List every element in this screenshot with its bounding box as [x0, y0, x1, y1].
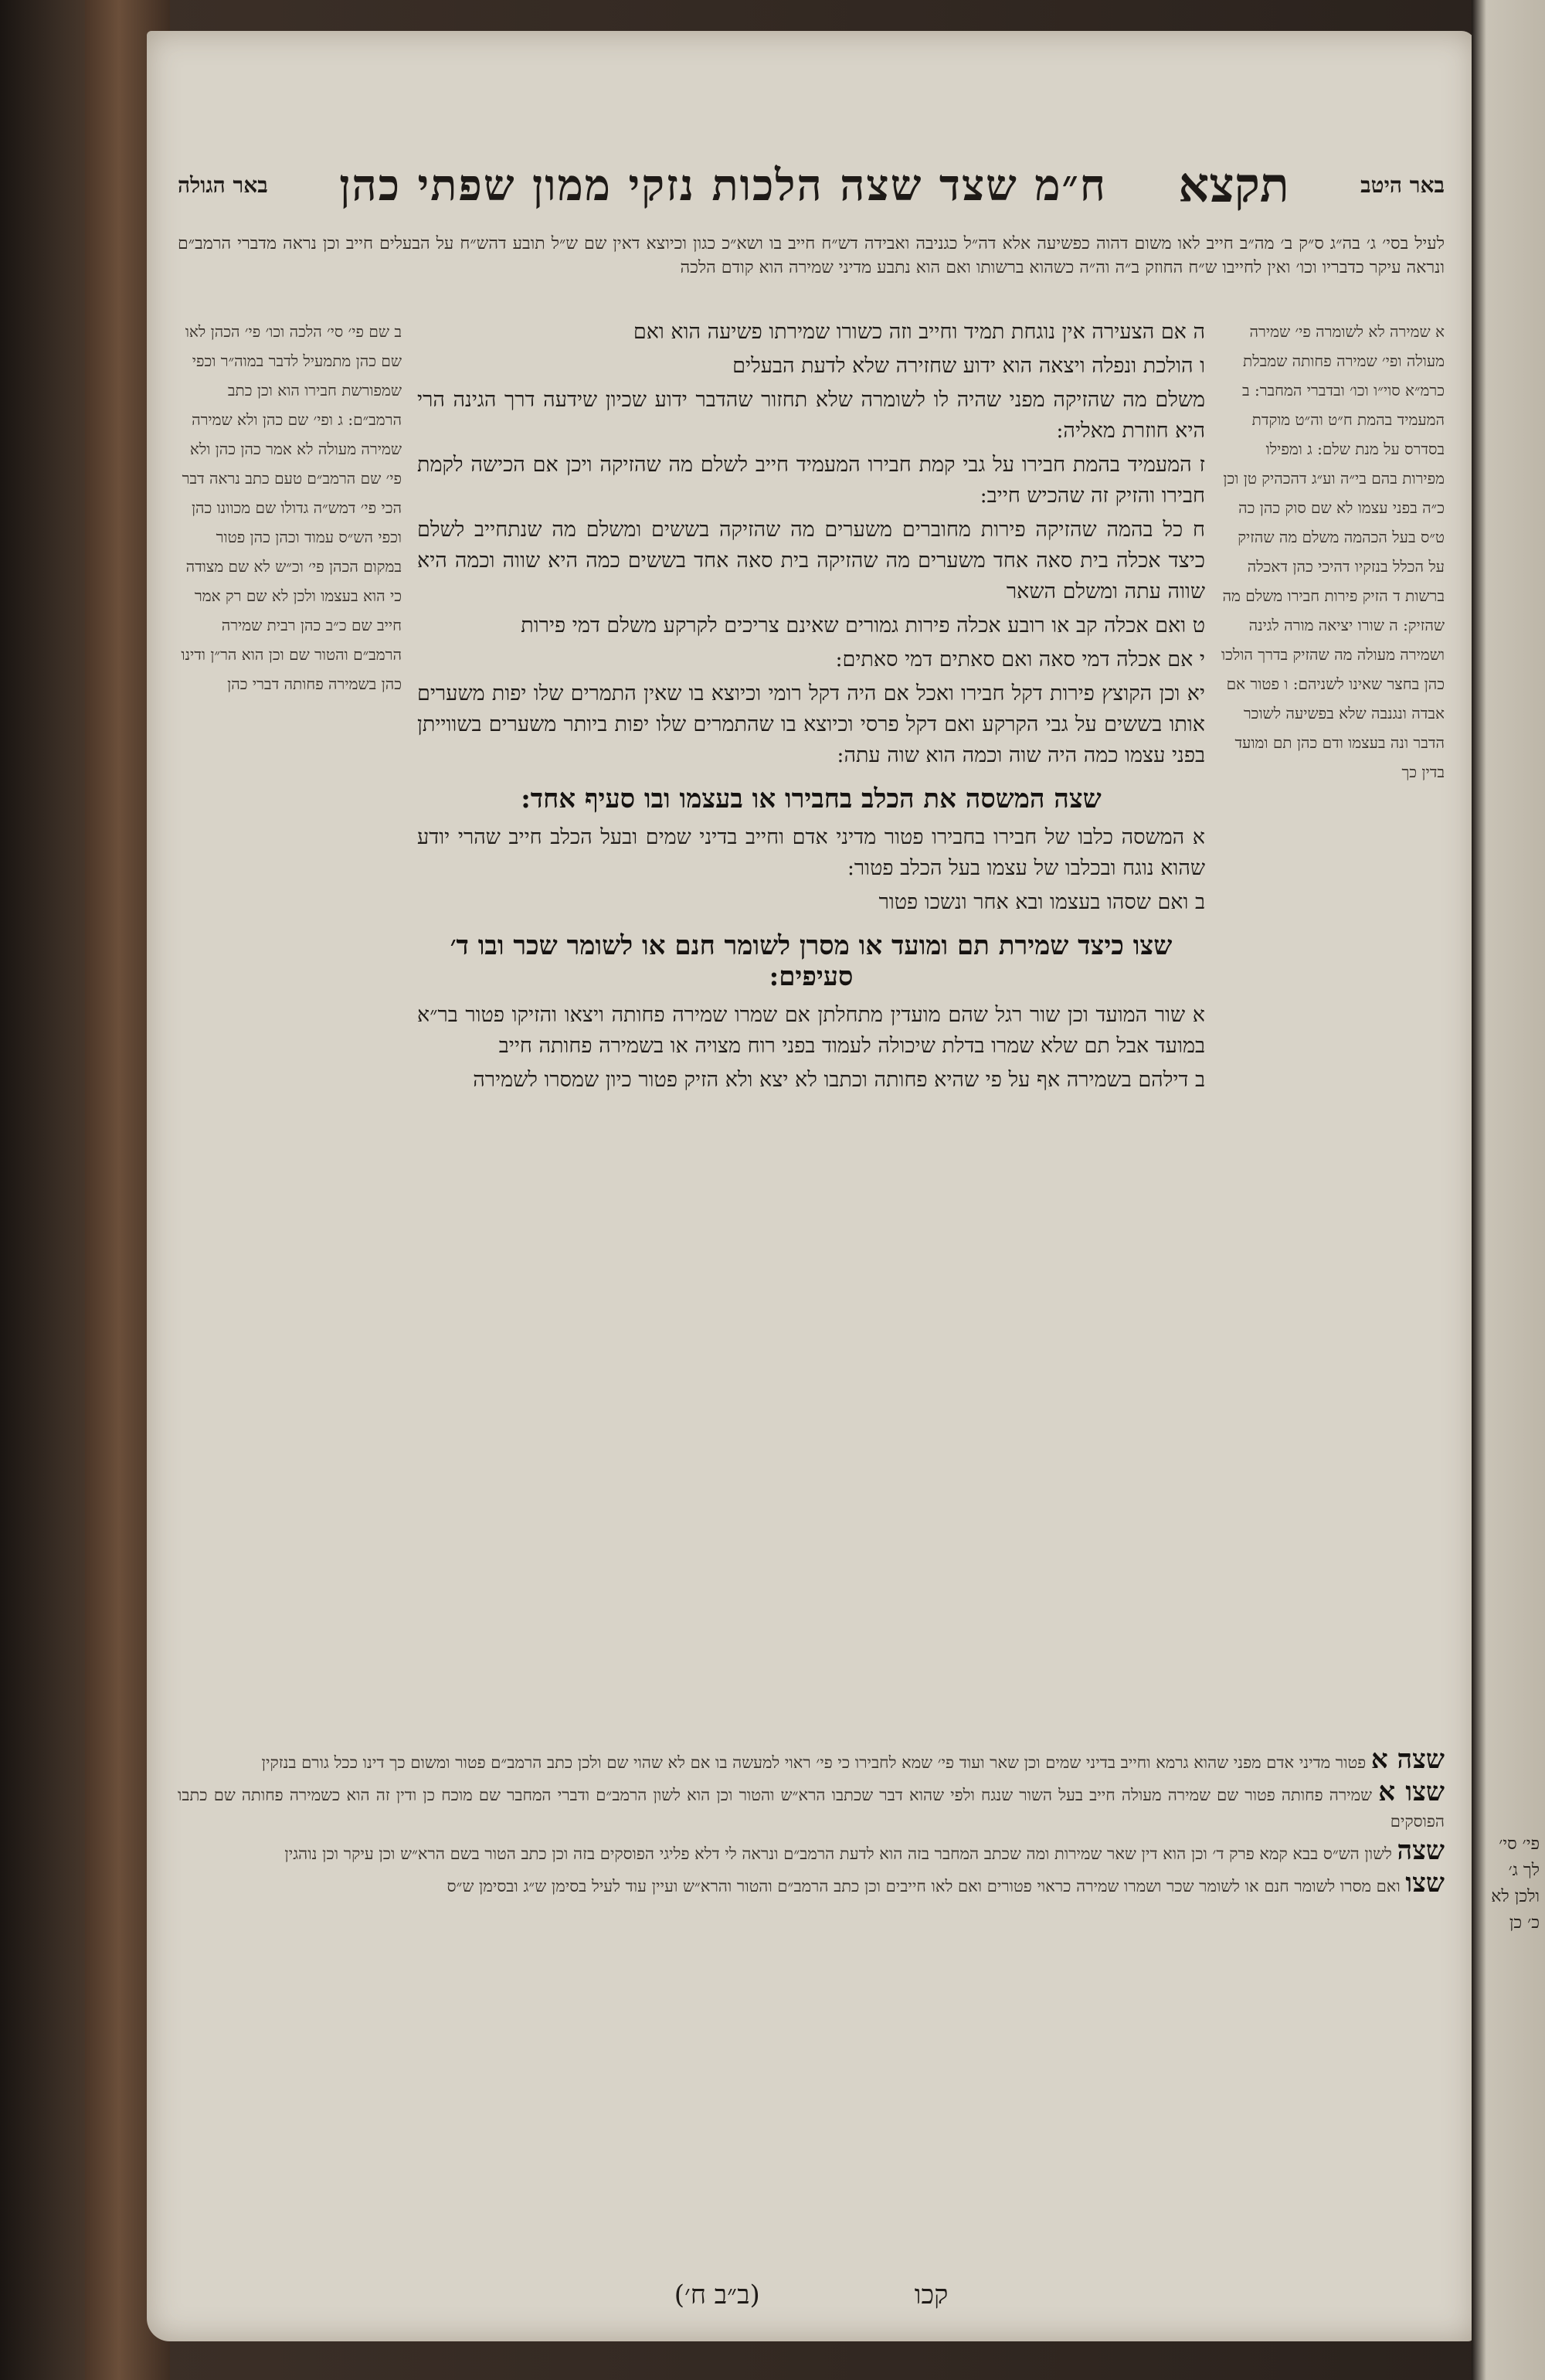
header-folio: תקצא: [1178, 157, 1289, 213]
next-page-edge: [1472, 0, 1545, 2380]
footer-signature-mark: (ב״ב ח׳): [674, 2280, 760, 2310]
main-line: י אם אכלה דמי סאה ואם סאתים דמי סאתים:: [835, 648, 1205, 672]
header-main-title: ח״מ שצד שצה הלכות נזקי ממון שפתי כהן: [339, 160, 1107, 211]
bottom-paragraph: [178, 1746, 1445, 1776]
main-line: ב ואם שסהו בעצמו ובא אחר ונשכו פטור: [878, 890, 1205, 914]
bottom-text: ואם מסרו לשומר חנם או לשומר שכר ושמרו שמירה כראוי פטורים ואם לאו חייבים וכן כתב הרמב״ם והטור והרא״ש ועיין עוד לעיל בסימן ש״ג ובסימן ש״ס: [447, 1877, 1401, 1896]
bottom-section-label: שצה א: [1370, 1746, 1445, 1775]
main-line: ח כל בהמה שהזיקה פירות מחוברים משערים מה שהזיקה בששים ומשלם מה שנתחייב לשלם כיצד אכלה בית סאה אחד משערים מה שהזיקה בית סאה אחד בששים כמה היא שווה וכמה היא שווה עתה ומשלם השאר: [417, 518, 1205, 604]
page-header: [178, 151, 1445, 220]
main-line: יא וכן הקוצץ פירות דקל חבירו ואכל אם היה דקל רומי וכיוצא בו שאין התמרים שלו יפות משערים אותו בששים על גבי הקרקע ואם דקל פרסי וכיוצא בו שהתמרים שלו יפות ביותר משערים בשווייתן בפני עצמו כמה היה שוה וכמה הוא שוה עתה:: [417, 682, 1205, 767]
right-commentary-column: א שמירה לא לשומרה פי׳ שמירה מעולה ופי׳ שמירה פחותה שמבלת כרמ״א סוי״ו וכו׳ ובדברי המחבר: ב המעמיד בהמת ח״ט וה״ט מוקדת בסדרס על מנת שלם: ג ומפילו מפירות בהם בי״ה וע״ג דהכהיק טן וכן כ״ה בפני עצמו לא שם סוק כהן כה ט״ס בעל הכהמה משלם מה שהזיק על הכלל בנזקיו דהיכי כהן דאכלה ברשות ד הזיק פירות חבירו משלם מה שהזיק: ה שורו יציאה מורה לגינה ושמירה מעולה מה שהזיק בדרך הולכו כהן בחצר שאינו לשניהם: ו פטור אם אבדה ונגנבה שלא בפשיעה לשוכר הדבר ונה בעצמו ודם כהן תם ומועד בדין כך: [1221, 322, 1445, 781]
main-line: א המשסה כלבו של חבירו בחבירו פטור מדיני אדם וחייב בדיני שמים ובעל הכלב חייב שהרי יודע שהוא נוגח ובכלבו של עצמו בעל הכלב פטור:: [417, 825, 1205, 880]
left-commentary-column: ב שם פי׳ סי׳ הלכה וכו׳ פי׳ הכהן לאו שם כהן מתמעיל לדבר במוה״ר וכפי שמפורשת חבירו הוא וכן כתב הרמב״ם: ג ופי׳ שם כהן ולא שמירה שמירה מעולה לא אמר כהן כהן ולא פי׳ שם הרמב״ם טעם כתב נראה דבר הכי פי׳ דמש״ה גדולו שם מכוונו כהן וכפי הש״ס עמוד וכהן כהן פטור במקום הכהן פי׳ וכ״ש לא שם מצודה כי הוא בעצמו ולכן לא שם רק אמר חייב שם כ״ב כהן רבית שמירה הרמב״ם והטור שם וכן הוא הר״ן ודינו כהן בשמירה פחותה דברי כהן: [181, 322, 402, 693]
bottom-paragraph: [178, 1776, 1445, 1834]
main-line: ז המעמיד בהמת חבירו על גבי קמת חבירו המעמיד חייב לשלם מה שהזיקה ויכן אם הכישה לקמת חבירו והזיק זה שהכיש חייב:: [417, 453, 1205, 508]
section-394-body: [417, 317, 1205, 771]
main-line: א שור המועד וכן שור רגל שהם מועדין מתחלתן אם שמרו שמירה פחותה ויצאו והזיקו פטור בר״א במועד אבל תם שלא שמרו בדלת שיכולה לעמוד בפני רוח מצויה או בשמירה פחותה חייב: [417, 1003, 1205, 1058]
book-page: [147, 31, 1475, 2341]
section-395-title: שצה המשסה את הכלב בחבירו או בעצמו ובו סעיף אחד:: [521, 784, 1102, 814]
footer-folio: קכו: [914, 2280, 949, 2310]
main-line: ט ואם אכלה קב או רובע אכלה פירות גמורים שאינם צריכים לקרקע משלם דמי פירות: [521, 614, 1205, 638]
main-line: משלם מה שהזיקה מפני שהיה לו לשומרה שלא תחזור שהדבר ידוע שכיון שידעה דרך הגינה הרי היא חוזרת מאליה:: [417, 388, 1205, 443]
next-page-text: פי׳ סי׳ לך ג׳ ולכן לא כ׳ כן: [1491, 1834, 1540, 1933]
section-396-title: שצו כיצד שמירת תם ומועד או מסרן לשומר חנם או לשומר שכר ובו ד׳ סעיפים:: [450, 930, 1173, 992]
bottom-paragraph: [178, 1870, 1445, 1899]
bottom-text: פטור מדיני אדם מפני שהוא גרמא וחייב בדיני שמים וכן שאר ועוד פי׳ שמא לחבירו כי פי׳ ראוי למעשה בו אם לא שהוי שם ולכן כתב הרמב״ם פטור ומשום כך דינו ככל גורם בנזקין: [261, 1753, 1367, 1772]
main-line: ב דילהם בשמירה אף על פי שהיא פחותה וכתבו לא יצא ולא הזיק פטור כיון שמסרו לשמירה: [473, 1068, 1205, 1092]
main-line: ו הולכת ונפלה ויצאה הוא ידוע שחזירה שלא לדעת הבעלים: [732, 354, 1205, 378]
intro-commentary: לעיל בסי׳ ג׳ בה״ג ס״ק ב׳ מה״ב חייב לאו משום דהוה כפשיעה אלא דה״ל כגניבה ואבידה דש״ח חייב בו ושא״כ כגון וכיוצא דאין שם ש״ל תובע דהש״ח על הבעלים חייב וכן נראה מדברי הרמב״ם ונראה עיקר כדבריו וכו׳ ואין לחייבו ש״ח החוזק ב״ה וה״ה כשהוא ברשותו ואם הוא נתבע מדיני שמירה הוא קודם הלכה: [178, 234, 1445, 277]
bottom-paragraph: [178, 1835, 1445, 1867]
bottom-text: לשון הש״ס בבא קמא פרק ד׳ וכן הוא דין שאר שמירות ומה שכתב המחבר בזה הוא לדעת הרמב״ם ונראה לי דלא פליגי הפוסקים בזה וכן כתב הטור בשם הרא״ש וכן עיקר וכן נוהגין: [284, 1844, 1392, 1863]
page-body: [178, 232, 1445, 2272]
header-right-label: באר היטב: [1360, 172, 1445, 198]
page-footer: [147, 2280, 1475, 2310]
bottom-commentary: [178, 1746, 1445, 2249]
main-line: ה אם הצעירה אין נוגחת תמיד וחייב וזה כשורו שמירתו פשיעה הוא ואם: [633, 320, 1205, 344]
bottom-section-label: שצה: [1397, 1835, 1445, 1866]
bottom-text: שמירה פחותה פטור שם שמירה מעולה חייב בעל השור שנגח ולפי שהוא דבר שכתבו הרא״ש והטור וכן הוא לשון הרמב״ם ודברי המחבר שם מוכח כן ודין זה הוא כשמירה פחותה שם כתבו הפוסקים: [178, 1786, 1445, 1831]
section-396-body: [417, 1000, 1205, 1096]
header-left-label: באר הגולה: [178, 172, 268, 198]
section-395-body: [417, 822, 1205, 918]
bottom-section-label: שצו: [1405, 1868, 1445, 1899]
bottom-section-label: שצו א: [1378, 1776, 1445, 1807]
